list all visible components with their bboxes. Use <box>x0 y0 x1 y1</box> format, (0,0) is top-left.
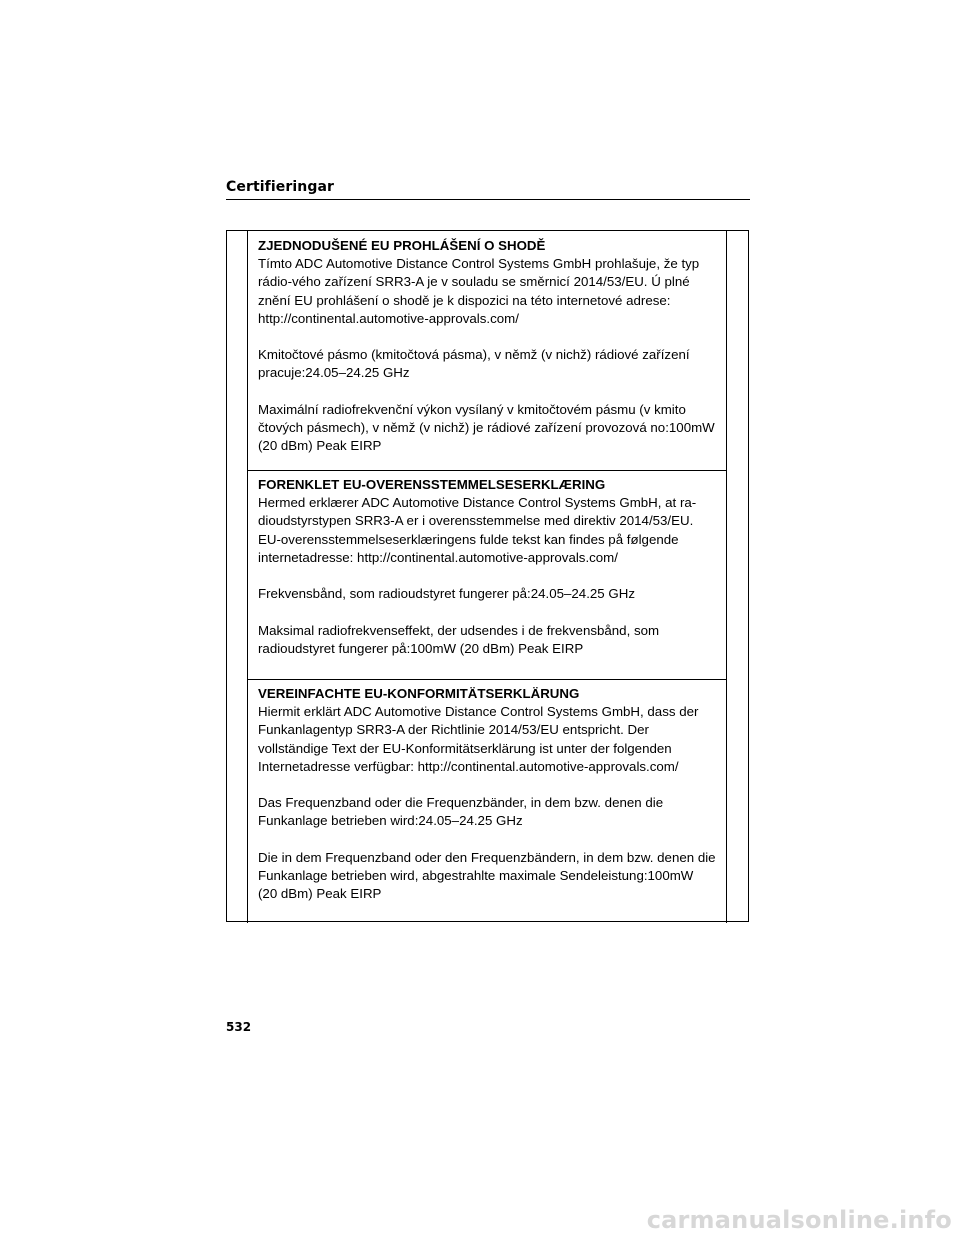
declaration-paragraph: Maximální radiofrekvenční výkon vysílaný v kmitočtovém pásmu (v kmito čtových pásmech), v němž (v nichž) je rádiové zařízení provozová no:100mW (20 dBm) Peak EIRP <box>258 401 715 454</box>
declaration-paragraph: Die in dem Frequenzband oder den Frequenzbändern, in dem bzw. denen die Funkanlage betrieben wird, abgestrahlte maximale Sendeleistung:100mW (20 dBm) Peak EIRP <box>258 849 716 902</box>
declaration-paragraph: Kmitočtové pásmo (kmitočtová pásma), v němž (v nichž) rádiové zařízení pracuje:24.05–24.25 GHz <box>258 347 690 381</box>
declaration-block-czech <box>248 233 726 471</box>
declaration-heading: VEREINFACHTE EU-KONFORMITÄTSERKLÄRUNG <box>258 686 580 701</box>
declaration-block-german <box>248 681 726 921</box>
declaration-paragraph: Frekvensbånd, som radioudstyret fungerer på:24.05–24.25 GHz <box>258 586 635 602</box>
declaration-heading: FORENKLET EU-OVERENSSTEMMELSESERKLÆRING <box>258 477 606 492</box>
declaration-paragraph: Das Frequenzband oder die Frequenzbänder, in dem bzw. denen die Funkanlage betrieben wird:24.05–24.25 GHz <box>258 795 664 829</box>
declaration-paragraph: Hiermit erklärt ADC Automotive Distance Control Systems GmbH, dass der Funkanlagentyp SRR3-A der Richtlinie 2014/53/EU entspricht. Der vollständige Text der EU-Konformitätserklärung ist unter der folgenden Internetadresse verfügbar: http://continental.automotive-approvals.com/ <box>258 704 699 774</box>
section-divider <box>226 199 750 200</box>
section-title: Certifieringar <box>226 179 334 195</box>
site-watermark: carmanualsonline.info <box>646 1206 952 1234</box>
declaration-paragraph: Hermed erklærer ADC Automotive Distance Control Systems GmbH, at ra-dioudstyrstypen SRR3-A er i overensstemmelse med direktiv 2014/53/EU. EU-overensstemmelseserklæringens fulde tekst kan findes på følgende internetadresse: http://continental.automotive-approvals.com/ <box>258 495 697 565</box>
page-number: 532 <box>226 1020 252 1034</box>
declaration-paragraph: Maksimal radiofrekvenseffekt, der udsendes i de frekvensbånd, som radioudstyret fungerer på:100mW (20 dBm) Peak EIRP <box>258 622 660 656</box>
declaration-block-danish <box>248 472 726 680</box>
declaration-paragraph: Tímto ADC Automotive Distance Control Systems GmbH prohlašuje, že typ rádio-vého zařízení SRR3-A je v souladu se směrnicí 2014/53/EU. Ú plné znění EU prohlášení o shodě je k dispozici na této internetové adrese: http://continental.automotive-approvals.com/ <box>258 256 700 326</box>
declaration-heading: ZJEDNODUŠENÉ EU PROHLÁŠENÍ O SHODĚ <box>258 238 546 253</box>
